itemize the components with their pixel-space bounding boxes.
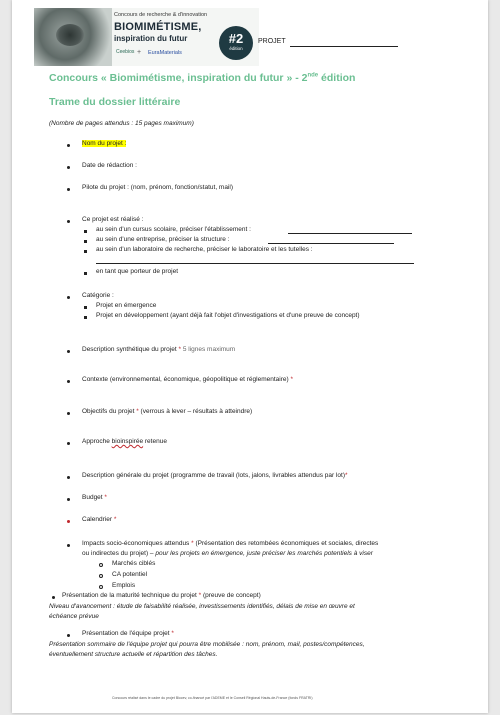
bullet [67, 220, 70, 223]
item-emplois: Emplois [112, 582, 136, 589]
circle-bullet [99, 574, 103, 578]
item-realise-cursus: au sein d'un cursus scolaire, préciser l'établissement : [96, 226, 251, 233]
bullet [67, 380, 70, 383]
item-nom-projet: Nom du projet : [82, 140, 127, 147]
bullet [67, 498, 70, 501]
euramaterials-logo: EuraMaterials [148, 50, 182, 56]
cursus-field-line[interactable] [288, 233, 412, 234]
item-calendrier: Calendrier * [82, 516, 117, 523]
circle-bullet [99, 563, 103, 567]
banner-title: BIOMIMÉTISME, [114, 21, 202, 33]
bullet [67, 544, 70, 547]
item-approche: Approche bioinspirée retenue [82, 438, 167, 445]
bullet [67, 634, 70, 637]
item-categorie-emergence: Projet en émergence [96, 302, 157, 309]
equipe-note-line2: éventuellement structure actuelle et répartition des tâches. [49, 651, 218, 658]
item-equipe: Présentation de l'équipe projet * [82, 630, 174, 637]
item-categorie: Catégorie : [82, 292, 114, 299]
bullet [67, 166, 70, 169]
square-bullet [84, 272, 87, 275]
square-bullet [84, 240, 87, 243]
projet-label: PROJET [258, 38, 286, 45]
bullet [67, 412, 70, 415]
item-realise-laboratoire: au sein d'un laboratoire de recherche, préciser le laboratoire et les tutelles : [96, 246, 313, 253]
item-contexte: Contexte (environnemental, économique, géopolitique et réglementaire) * [82, 376, 294, 383]
maturite-note-line1: Niveau d'avancement : étude de faisabilité réalisée, investissements identifiés, délais de mise en œuvre et [49, 603, 355, 610]
item-impacts-line2: ou indirectes du projet) – pour les projets en émergence, juste préciser les marchés potentiels à viser [82, 550, 373, 557]
item-realise: Ce projet est réalisé : [82, 216, 144, 223]
item-categorie-developpement: Projet en développement (ayant déjà fait l'objet d'investigations et d'une preuve de concept) [96, 312, 360, 319]
item-realise-entreprise: au sein d'une entreprise, préciser la structure : [96, 236, 230, 243]
item-date: Date de rédaction : [82, 162, 137, 169]
item-ca-potentiel: CA potentiel [112, 571, 148, 578]
equipe-note-line1: Présentation sommaire de l'équipe projet qui pourra être mobilisée : nom, prénom, mail, postes/compétences, [49, 641, 365, 648]
bullet [67, 350, 70, 353]
document-page [12, 0, 488, 713]
banner-subtitle: inspiration du futur [114, 34, 188, 43]
bullet [67, 144, 70, 147]
square-bullet [84, 230, 87, 233]
item-maturite: Présentation de la maturité technique du projet * (preuve de concept) [62, 592, 261, 599]
bullet [67, 442, 70, 445]
bullet [67, 188, 70, 191]
item-marches-cibles: Marchés ciblés [112, 560, 156, 567]
page-subtitle: Trame du dossier littéraire [49, 96, 181, 108]
square-bullet [84, 250, 87, 253]
chameleon-photo [34, 8, 112, 66]
item-realise-porteur: en tant que porteur de projet [96, 268, 179, 275]
bullet [67, 296, 70, 299]
entreprise-field-line[interactable] [268, 243, 394, 244]
bullet [67, 476, 70, 479]
square-bullet [84, 316, 87, 319]
item-budget: Budget * [82, 494, 107, 501]
square-bullet [84, 306, 87, 309]
plus-icon: + [137, 49, 142, 56]
pages-note: (Nombre de pages attendus : 15 pages maximum) [49, 120, 194, 127]
contest-label: Concours de recherche & d'innovation [114, 12, 208, 18]
maturite-note-line2: échéance prévue [49, 613, 99, 620]
ceebios-logo: Ceebios [116, 49, 135, 55]
item-description-synthetique: Description synthétique du projet * 5 lignes maximum [82, 346, 236, 353]
circle-bullet [99, 585, 103, 589]
bullet [67, 520, 70, 523]
item-impacts: Impacts socio-économiques attendus * (Présentation des retombées économiques et sociales, directes [82, 540, 379, 547]
footer-note: Concours réalisé dans le cadre du projet Biocev, co-financé par l'ADEME et le Conseil Régional Hauts-de-France (fonds FRATRI) [112, 696, 313, 700]
item-pilote: Pilote du projet : (nom, prénom, fonction/statut, mail) [82, 184, 234, 191]
bullet [52, 596, 55, 599]
projet-field-line[interactable] [290, 46, 398, 47]
item-objectifs: Objectifs du projet * (verrous à lever – résultats à atteindre) [82, 408, 253, 415]
edition-badge: #2 édition [219, 26, 253, 60]
page-title: Concours « Biomimétisme, inspiration du futur » - 2nde édition [49, 72, 356, 84]
item-description-generale: Description générale du projet (programme de travail (lots, jalons, livrables attendus par lot)* [82, 472, 348, 479]
laboratoire-field-line[interactable] [96, 263, 414, 264]
